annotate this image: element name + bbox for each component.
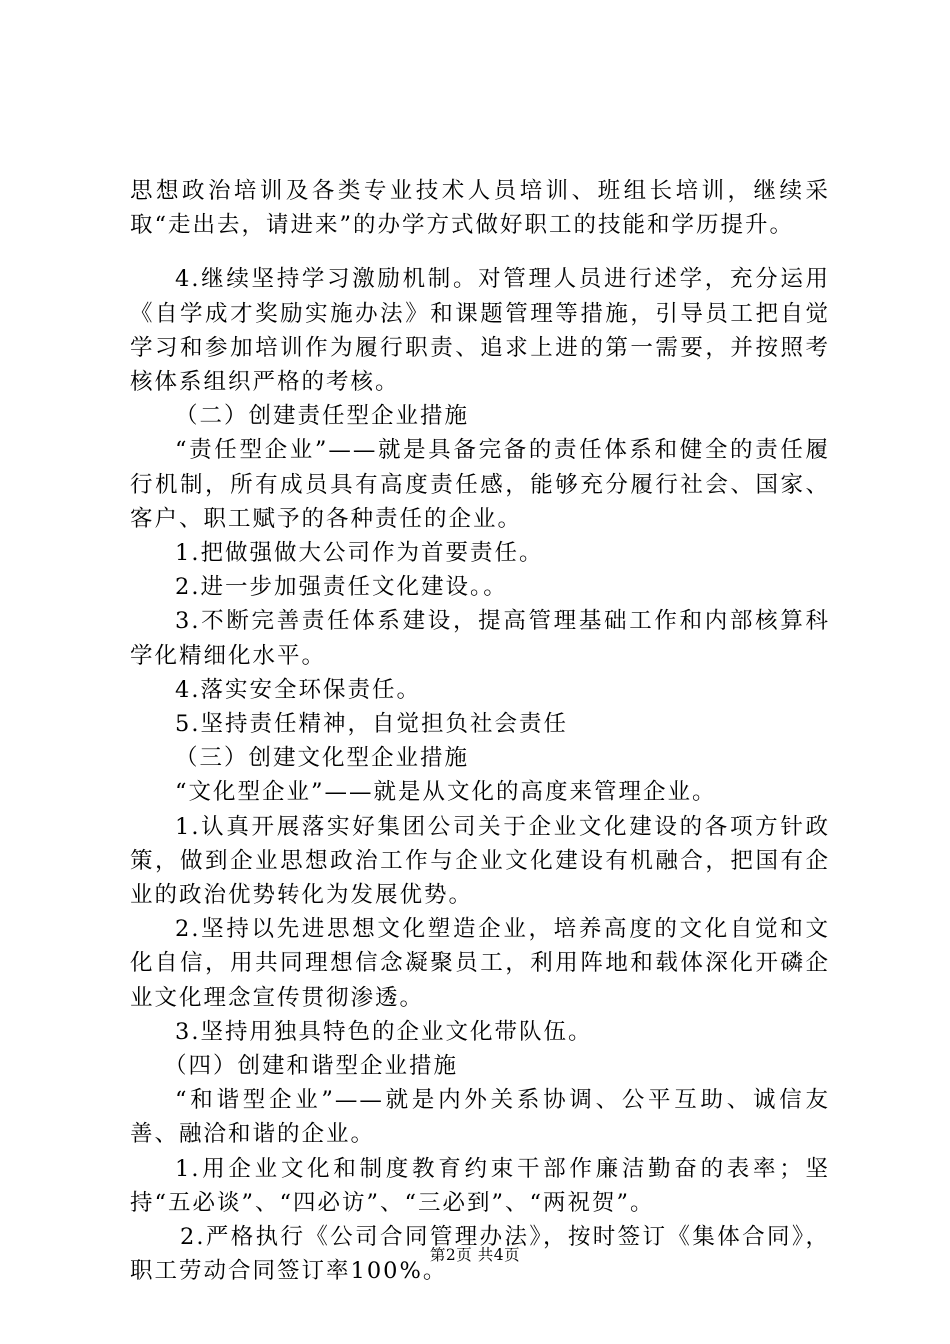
paragraph-harmony-definition: “和谐型企业”——就是内外关系协调、公平互助、诚信友善、融洽和谐的企业。 xyxy=(130,1087,830,1148)
paragraph-culture-definition: “文化型企业”——就是从文化的高度来管理企业。 xyxy=(175,779,717,806)
section-heading-culture: （三）创建文化型企业措施 xyxy=(175,745,470,772)
paragraph-continuation: 思想政治培训及各类专业技术人员培训、班组长培训，继续采取“走出去，请进来”的办学方式做好职工的技能和学历提升。 xyxy=(130,178,830,239)
list-item-harmony-2: 2.严格执行《公司合同管理办法》，按时签订《集体合同》，职工劳动合同签订率100%。 xyxy=(130,1224,830,1285)
section-heading-harmony: （四）创建和谐型企业措施 xyxy=(164,1053,459,1080)
list-item-responsibility-2: 2.进一步加强责任文化建设。。 xyxy=(175,574,508,601)
document-body xyxy=(130,174,830,1289)
list-item-culture-3: 3.坚持用独具特色的企业文化带队伍。 xyxy=(175,1018,593,1045)
list-item-responsibility-5: 5.坚持责任精神，自觉担负社会责任 xyxy=(175,711,568,738)
list-item-responsibility-3: 3.不断完善责任体系建设，提高管理基础工作和内部核算科学化精细化水平。 xyxy=(130,608,830,669)
paragraph-item-4-learning-incentive: 4.继续坚持学习激励机制。对管理人员进行述学，充分运用《自学成才奖励实施办法》和课题管理等措施，引导员工把自觉学习和参加培训作为履行职责、追求上进的第一需要，并按照考核体系组织严格的考核。 xyxy=(130,266,830,396)
list-item-responsibility-4: 4.落实安全环保责任。 xyxy=(175,676,421,703)
page-number-footer: 第2页 共4页 xyxy=(429,1246,521,1264)
list-item-responsibility-1: 1.把做强做大公司作为首要责任。 xyxy=(175,540,544,567)
paragraph-responsibility-definition: “责任型企业”——就是具备完备的责任体系和健全的责任履行机制，所有成员具有高度责任感，能够充分履行社会、国家、客户、职工赋予的各种责任的企业。 xyxy=(130,437,830,532)
list-item-culture-2: 2.坚持以先进思想文化塑造企业，培养高度的文化自觉和文化自信，用共同理想信念凝聚员工，利用阵地和载体深化开磷企业文化理念宣传贯彻渗透。 xyxy=(130,916,830,1011)
list-item-harmony-1: 1.用企业文化和制度教育约束干部作廉洁勤奋的表率；坚持“五必谈”、“四必访”、“三必到”、“两祝贺”。 xyxy=(130,1155,830,1216)
list-item-culture-1: 1.认真开展落实好集团公司关于企业文化建设的各项方针政策，做到企业思想政治工作与企业文化建设有机融合，把国有企业的政治优势转化为发展优势。 xyxy=(130,813,830,909)
section-heading-responsibility: （二）创建责任型企业措施 xyxy=(175,403,470,430)
